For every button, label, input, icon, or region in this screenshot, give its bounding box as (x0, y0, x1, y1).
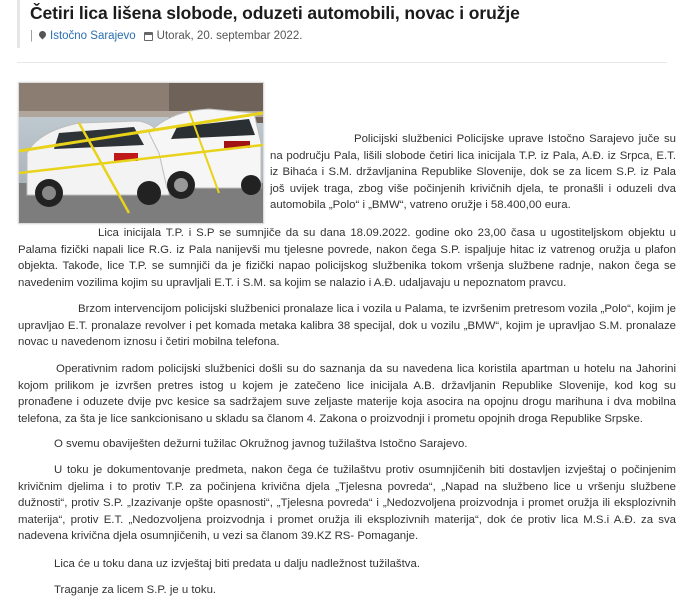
article-paragraph-3: Brzom intervencijom policijski službenici pronalaze lica i vozila u Palama, te izvršenim pretresom vozila „Polo“, kojim je upravljao E.T. pronalaze revolver i pet komada metaka kalibra 38 specijal, dok u vozilu „BMW“, kojim je upravljao S.M. pronalaze novac u navedenom iznosu i četiri mobilna telefona. (18, 303, 676, 349)
category-link[interactable]: Istočno Sarajevo (50, 30, 136, 42)
calendar-icon (144, 32, 153, 41)
article-title: Četiri lica lišena slobode, oduzeti automobili, novac i oružje (30, 3, 520, 23)
article-meta (30, 30, 302, 42)
title-accent-bar (17, 0, 20, 48)
header-divider (17, 62, 667, 63)
article-paragraph-6: U toku je dokumentovanje predmeta, nakon čega će tužilaštvu protiv osumnjičenih biti dostavljen izvještaj o počinjenim krivičnim djelima i to protiv T.P. za počinjena krivična djela „Tjelesna povreda“, „Napad na službeno lice u vršenju službene dužnosti“, protiv S.P. „Izazivanje opšte opasnosti“, „Tjelesna povreda“ i „Nedozvoljena proizvodnja i promet oružja ili eksplozivnih materija“, protiv E.T. „Nedozvoljena proizvodnja i promet oružja ili eksplozivnih materija“, dok će protiv lica M.S.i A.Đ. za sva nadevena krivična djela osumnjičenih, u vezi sa članom 39.KZ RS- Pomaganje. (18, 464, 676, 543)
article-paragraph-5: O svemu obaviješten dežurni tužilac Okružnog javnog tužilaštva Istočno Sarajevo. (54, 438, 468, 450)
article-paragraph-8: Traganje za licem S.P. je u toku. (54, 584, 217, 596)
map-marker-icon (39, 31, 46, 41)
article-paragraph-7: Lica će u toku dana uz izvještaj biti predata u dalju nadležnost tužilaštva. (54, 558, 420, 570)
publish-date: Utorak, 20. septembar 2022. (156, 30, 303, 42)
article-paragraph-1: Policijski službenici Policijske uprave Istočno Sarajevo juče su na području Pala, lišili slobode četiri lica inicijala T.P. iz Pala, A.Đ. iz Srpca, E.T. iz Bihaća i S.M. državljanina Republike Slovenije, dok se za licem S.P. iz Pala još uvijek traga, zbog više počinjenih krivičnih djela, te pronašli i oduzeli dva automobila „Polo“ i „BMW“, vatreno oružje i 58.400,00 eura. (270, 133, 676, 212)
seized-cars-image (19, 83, 263, 223)
article-photo (18, 82, 264, 224)
meta-separator: | (30, 30, 33, 42)
article-paragraph-2: Lica inicijala T.P. i S.P se sumnjiče da su dana 18.09.2022. godine oko 23,00 časa u ugostiteljskom objektu u Palama fizički napali lice R.G. iz Pala nanijevši mu tjelesne povrede, nakon čega S.P. ispaljuje hitac iz vatrenog oružja u plafon objekta. Takođe, lice T.P. se sumnjiči da je fizički napao policijskog službenika tokom vršenja službene radnje, nakon čega se navedenim vozilima kojim su upravljali E.T. i S.M. sa kojim se nalazio i A.Đ. udaljavaju u nepoznatom pravcu. (18, 227, 676, 289)
article-paragraph-4: Operativnim radom policijski službenici došli su do saznanja da su navedena lica koristila apartman u hotelu na Jahorini kojom prilikom je izvršen pretres istog u kojem je zatečeno lice inicijala A.B. državljanin Republike Slovenije, kod kog su pronađene i oduzete dvije pvc kesice sa sadržajem suve zeljaste materije koja asocira na opojnu drogu marihuna i dva mobilna telefona, za šta je lice sankcionisano u skladu sa članom 4. Zakona o proizvodnji i prometu opojnih droga Republike Srpske. (18, 363, 676, 425)
